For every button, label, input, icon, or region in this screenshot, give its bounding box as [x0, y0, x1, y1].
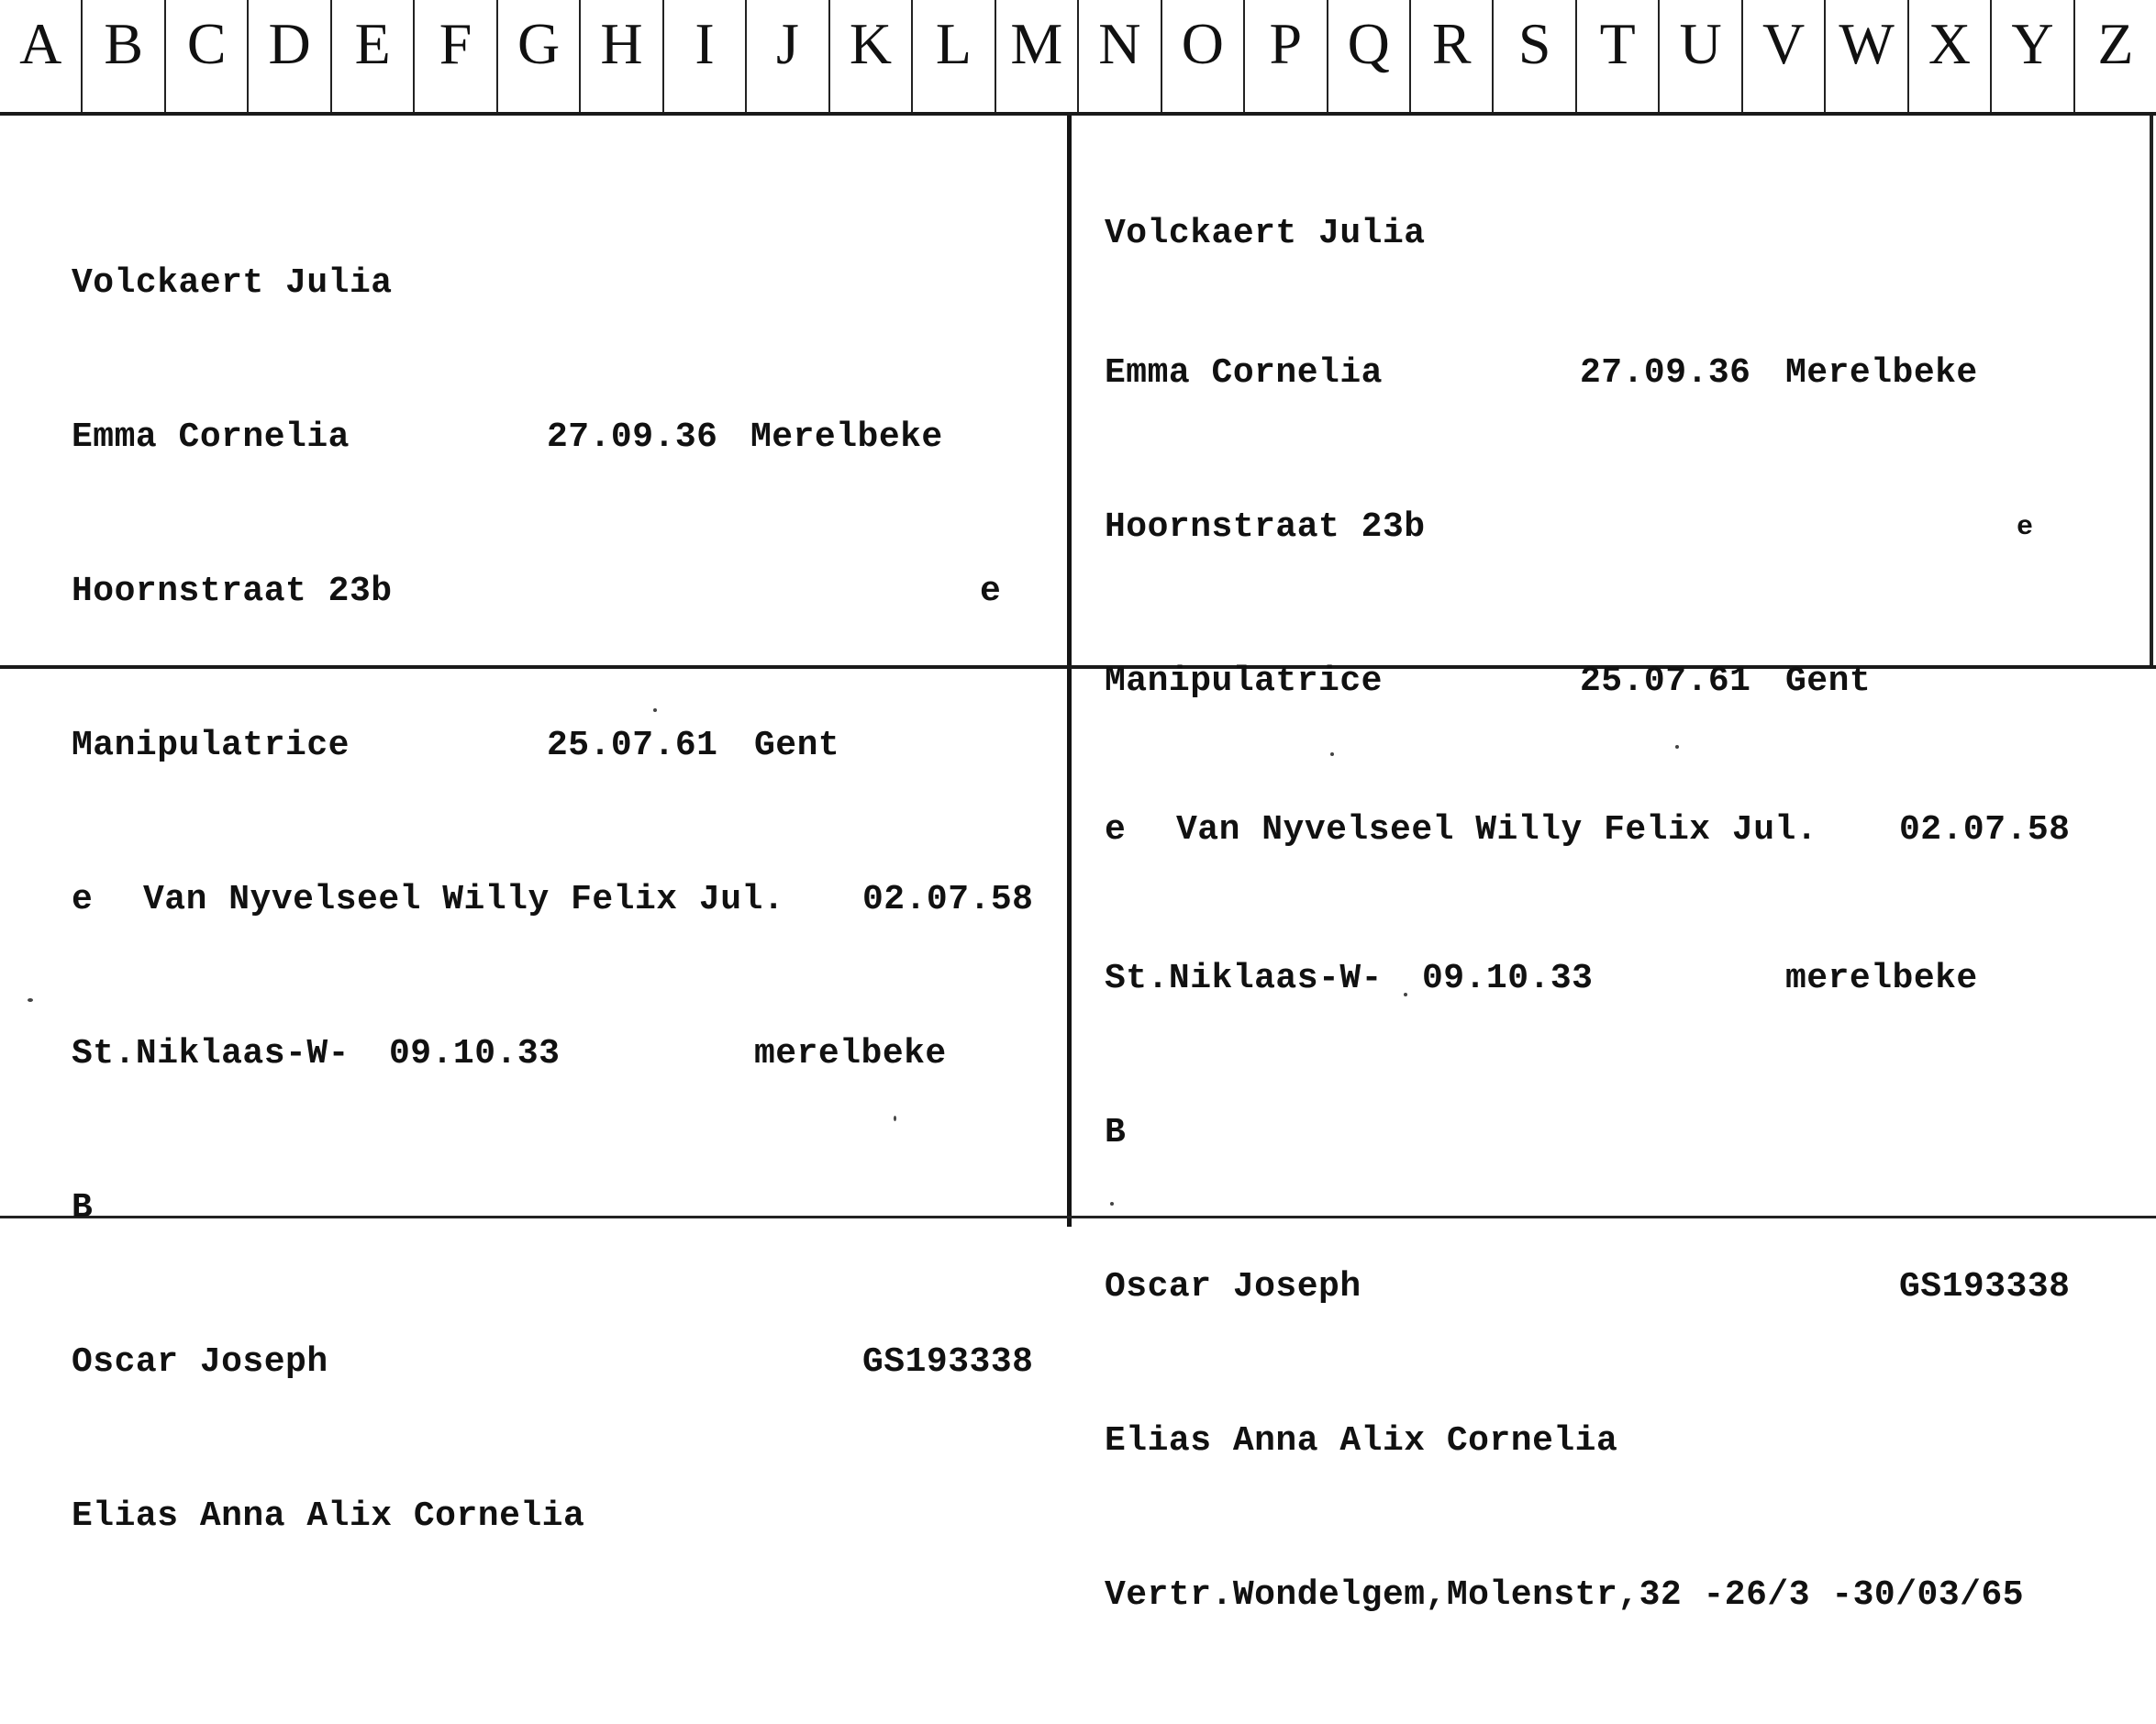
marker: e — [2017, 512, 2034, 543]
scan-speck — [1110, 1202, 1114, 1206]
address-line — [72, 566, 1002, 617]
mother-line — [72, 1491, 585, 1542]
alphabet-tab-g: G — [498, 0, 581, 114]
alphabet-tab-t: T — [1577, 0, 1660, 114]
father-line — [1105, 1262, 2071, 1313]
alphabet-tab-k: K — [830, 0, 913, 114]
marriage-place: Gent — [754, 726, 840, 765]
father-name: Oscar Joseph — [72, 1342, 328, 1382]
spouse-origin-line — [1105, 953, 1978, 1005]
alphabet-tab-e: E — [332, 0, 415, 114]
scan-speck — [894, 1116, 896, 1121]
given-names-line — [1105, 348, 1978, 399]
alphabet-tab-z: Z — [2097, 11, 2134, 76]
spouse-place-2: merelbeke — [1785, 959, 1978, 998]
spouse-birth-date: 02.07.58 — [862, 880, 1034, 919]
person-name: Volckaert Julia — [1105, 214, 1426, 253]
alphabet-tab-d: D — [249, 0, 331, 114]
address: Hoornstraat 23b — [1105, 507, 1426, 547]
record-card-right — [1105, 106, 2071, 1691]
record-card-left — [72, 155, 1034, 1594]
alphabet-tab-p: P — [1245, 0, 1328, 114]
birth-date: 27.09.36 — [1580, 353, 1751, 393]
scan-speck — [1330, 752, 1334, 756]
scan-speck — [28, 998, 33, 1002]
father-line — [72, 1337, 1034, 1388]
address: Hoornstraat 23b — [72, 572, 393, 611]
right-edge-line — [2150, 116, 2153, 666]
occupation: Manipulatrice — [72, 726, 350, 765]
spouse-prefix: e — [1105, 810, 1127, 850]
removal-note-line — [1105, 1570, 2025, 1621]
reference-number: GS193338 — [1899, 1267, 2071, 1307]
address-line — [1105, 502, 2034, 553]
spouse-date-2: 09.10.33 — [389, 1034, 561, 1073]
marriage-date: 25.07.61 — [547, 726, 718, 765]
code: B — [1105, 1113, 1127, 1152]
spouse-origin-line — [72, 1029, 947, 1080]
alphabet-tab-j: J — [747, 0, 829, 114]
mother-name: Elias Anna Alix Cornelia — [1105, 1421, 1618, 1461]
occupation-line — [1105, 656, 1872, 707]
alphabet-tab-c: C — [166, 0, 249, 114]
code-line — [1105, 1107, 1190, 1159]
removal-note: Vertr.Wondelgem,Molenstr,32 -26/3 -30/03/65 — [1105, 1575, 2025, 1615]
alphabet-index-row — [0, 0, 2156, 114]
spouse-name: Van Nyvelseel Willy Felix Jul. — [1176, 810, 1818, 850]
alphabet-tab-u: U — [1660, 0, 1742, 114]
scan-speck — [1675, 745, 1679, 749]
mother-name: Elias Anna Alix Cornelia — [72, 1496, 585, 1536]
given-names: Emma Cornelia — [72, 417, 350, 457]
scan-speck — [653, 708, 657, 712]
spouse-line — [1105, 805, 2071, 856]
spouse-line — [72, 874, 1034, 926]
spouse-date-2: 09.10.33 — [1422, 959, 1594, 998]
birth-place: Merelbeke — [750, 417, 943, 457]
spouse-birth-place: St.Niklaas-W- — [1105, 959, 1383, 998]
alphabet-tab-i: I — [664, 0, 747, 114]
spouse-prefix: e — [72, 880, 94, 919]
alphabet-tab-f: F — [415, 0, 497, 114]
center-divider — [1067, 116, 1072, 1227]
alphabet-tab-x: X — [1909, 0, 1992, 114]
reference-number: GS193338 — [862, 1342, 1034, 1382]
alphabet-tab-o: O — [1162, 0, 1245, 114]
marker: e — [980, 572, 1002, 611]
spouse-birth-place: St.Niklaas-W- — [72, 1034, 350, 1073]
alphabet-tab-m: M — [996, 0, 1079, 114]
mother-line — [1105, 1416, 1618, 1467]
person-name: Volckaert Julia — [72, 263, 393, 303]
given-names-line — [72, 412, 943, 463]
occupation: Manipulatrice — [1105, 662, 1383, 701]
header-divider — [0, 112, 2156, 116]
alphabet-tab-b: B — [83, 0, 165, 114]
alphabet-tab-a: A — [0, 0, 83, 114]
alphabet-tab-w: W — [1826, 0, 1908, 114]
father-name: Oscar Joseph — [1105, 1267, 1361, 1307]
occupation-line — [72, 720, 840, 772]
spouse-birth-date: 02.07.58 — [1899, 810, 2071, 850]
alphabet-tab-h: H — [581, 0, 663, 114]
alphabet-tab-r: R — [1411, 0, 1494, 114]
alphabet-tab-y: Y — [1992, 0, 2074, 114]
birth-date: 27.09.36 — [547, 417, 718, 457]
birth-place: Merelbeke — [1785, 353, 1978, 393]
bottom-divider — [0, 1216, 2156, 1218]
marriage-date: 25.07.61 — [1580, 662, 1751, 701]
alphabet-tab-v: V — [1743, 0, 1826, 114]
alphabet-tab-n: N — [1079, 0, 1161, 114]
alphabet-tab-s: S — [1494, 0, 1576, 114]
name-line — [72, 258, 393, 309]
marriage-place: Gent — [1785, 662, 1872, 701]
spouse-name: Van Nyvelseel Willy Felix Jul. — [143, 880, 785, 919]
scan-speck — [1404, 993, 1407, 996]
given-names: Emma Cornelia — [1105, 353, 1383, 393]
name-line — [1105, 208, 1426, 253]
spouse-place-2: merelbeke — [754, 1034, 947, 1073]
alphabet-tab-q: Q — [1328, 0, 1411, 114]
code: B — [72, 1188, 94, 1228]
alphabet-tab-l: L — [913, 0, 995, 114]
